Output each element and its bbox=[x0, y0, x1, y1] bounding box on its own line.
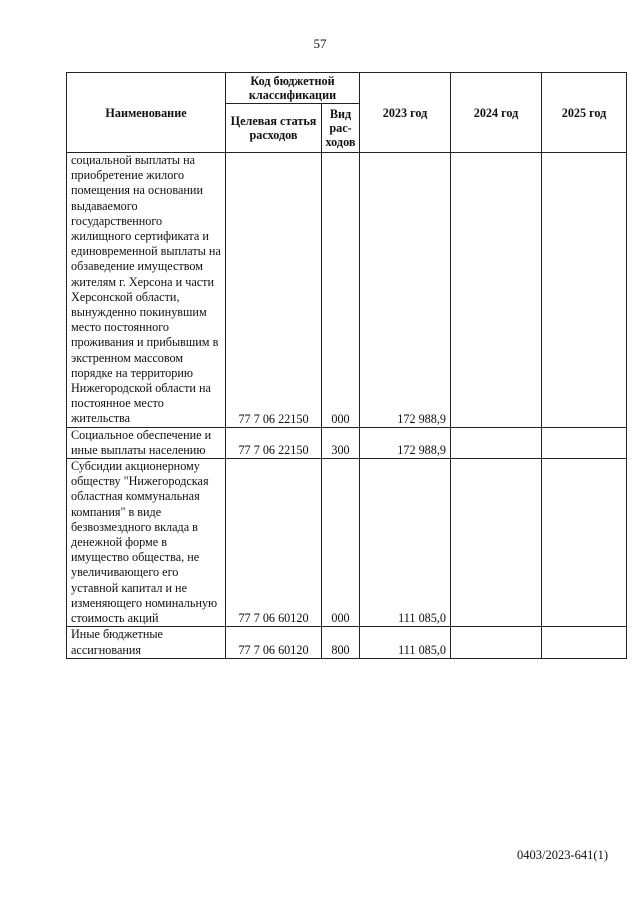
row-name: Социальное обеспечение и иные выплаты населению bbox=[67, 427, 226, 458]
row-target-article: 77 7 06 60120 bbox=[226, 459, 322, 627]
row-value-2024 bbox=[451, 627, 542, 658]
row-value-2024 bbox=[451, 153, 542, 428]
row-value-2023: 111 085,0 bbox=[360, 459, 451, 627]
header-budget-code: Код бюджетной классификации bbox=[226, 73, 360, 104]
row-value-2023: 172 988,9 bbox=[360, 427, 451, 458]
row-target-article: 77 7 06 60120 bbox=[226, 627, 322, 658]
row-value-2024 bbox=[451, 427, 542, 458]
row-value-2025 bbox=[542, 153, 627, 428]
row-name: социальной выплаты на приобретение жилого помещения на основании выдаваемого государственного жилищного сертификата и единовременной выплаты на обзаведение имуществом жителям г. Херсона и части Херсонской области, вынужденно покинувшим место постоянного проживания и прибывшим в экстренном массовом порядке на территорию Нижегородской области на постоянное место жительства bbox=[67, 153, 226, 428]
header-target-article: Целевая статья расходов bbox=[226, 104, 322, 153]
header-year-2025: 2025 год bbox=[542, 73, 627, 153]
header-expense-kind: Вид рас-ходов bbox=[322, 104, 360, 153]
row-target-article: 77 7 06 22150 bbox=[226, 153, 322, 428]
row-expense-kind: 000 bbox=[322, 153, 360, 428]
row-value-2025 bbox=[542, 627, 627, 658]
table-row bbox=[67, 459, 627, 627]
row-value-2025 bbox=[542, 427, 627, 458]
row-expense-kind: 300 bbox=[322, 427, 360, 458]
row-value-2025 bbox=[542, 459, 627, 627]
document-code: 0403/2023-641(1) bbox=[517, 848, 608, 862]
page-number: 57 bbox=[313, 36, 327, 51]
row-name: Иные бюджетные ассигнования bbox=[67, 627, 226, 658]
row-expense-kind: 000 bbox=[322, 459, 360, 627]
table-row bbox=[67, 153, 627, 428]
budget-table bbox=[66, 72, 627, 659]
header-year-2024: 2024 год bbox=[451, 73, 542, 153]
row-target-article: 77 7 06 22150 bbox=[226, 427, 322, 458]
row-name: Субсидии акционерному обществу "Нижегородская областная коммунальная компания" в виде безвозмездного вклада в денежной форме в имущество общества, не увеличивающего его уставной капитал и не изменяющего номинальную стоимость акций bbox=[67, 459, 226, 627]
row-value-2023: 111 085,0 bbox=[360, 627, 451, 658]
row-value-2024 bbox=[451, 459, 542, 627]
table-row bbox=[67, 627, 627, 658]
row-value-2023: 172 988,9 bbox=[360, 153, 451, 428]
header-year-2023: 2023 год bbox=[360, 73, 451, 153]
table-row bbox=[67, 427, 627, 458]
header-name: Наименование bbox=[67, 73, 226, 153]
row-expense-kind: 800 bbox=[322, 627, 360, 658]
